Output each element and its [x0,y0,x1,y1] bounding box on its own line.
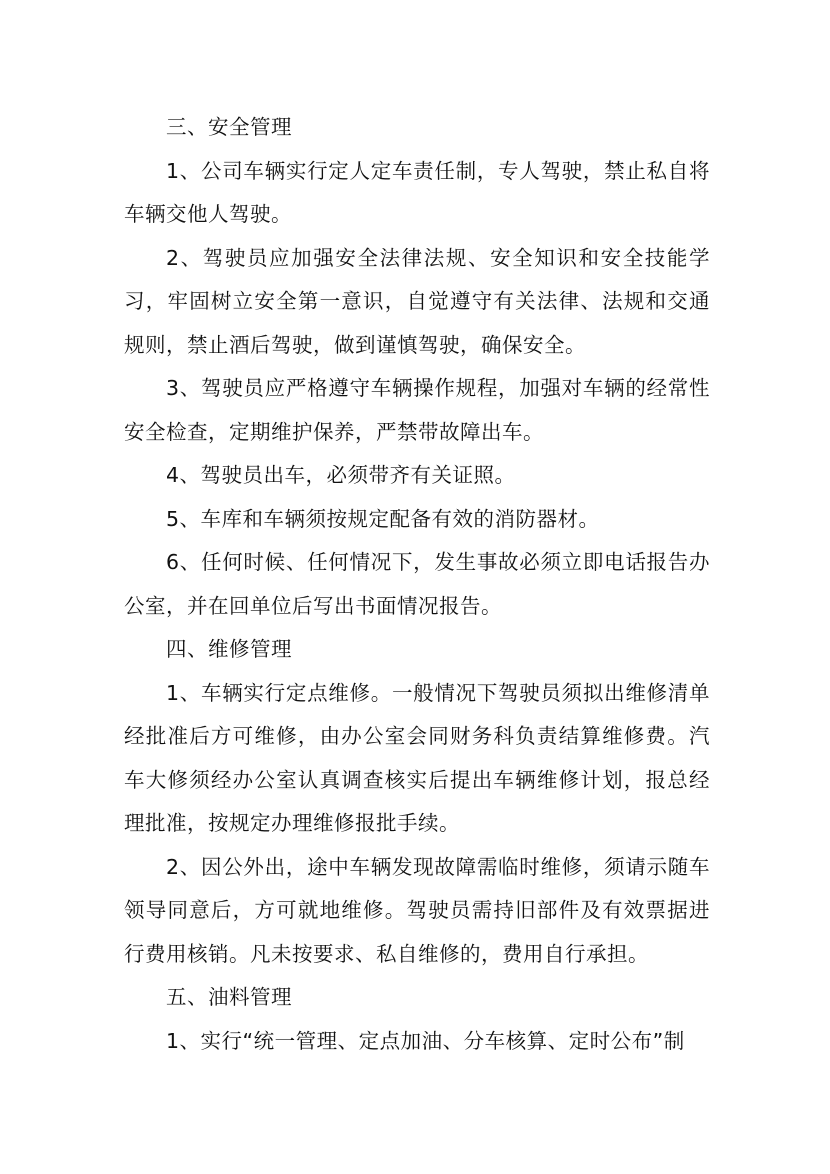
paragraph: 1、车辆实行定点维修。一般情况下驾驶员须拟出维修清单经批准后方可维修，由办公室会同财务科负责结算维修费。汽车大修须经办公室认真调查核实后提出车辆维修计划，报总经理批准，按规定办理维修报批手续。 [124,680,710,835]
section-heading-safety: 三、安全管理 [166,115,292,139]
paragraph: 6、任何时候、任何情况下，发生事故必须立即电话报告办公室，并在回单位后写出书面情况报告。 [124,550,710,618]
section-heading-fuel: 五、油料管理 [166,985,292,1009]
document-body [124,106,710,1063]
paragraph: 3、驾驶员应严格遵守车辆操作规程，加强对车辆的经常性安全检查，定期维护保养，严禁带故障出车。 [124,376,710,444]
paragraph: 2、驾驶员应加强安全法律法规、安全知识和安全技能学习，牢固树立安全第一意识，自觉遵守有关法律、法规和交通规则，禁止酒后驾驶，做到谨慎驾驶，确保安全。 [124,245,710,357]
paragraph: 1、公司车辆实行定人定车责任制，专人驾驶，禁止私自将车辆交他人驾驶。 [124,158,710,226]
paragraph: 4、驾驶员出车，必须带齐有关证照。 [166,463,516,487]
paragraph: 2、因公外出，途中车辆发现故障需临时维修，须请示随车领导同意后，方可就地维修。驾驶员需持旧部件及有效票据进行费用核销。凡未按要求、私自维修的，费用自行承担。 [124,854,710,966]
section-heading-maintenance: 四、维修管理 [166,637,292,661]
paragraph: 1、实行“统一管理、定点加油、分车核算、定时公布”制 [166,1028,685,1053]
paragraph: 5、车库和车辆须按规定配备有效的消防器材。 [166,506,600,531]
